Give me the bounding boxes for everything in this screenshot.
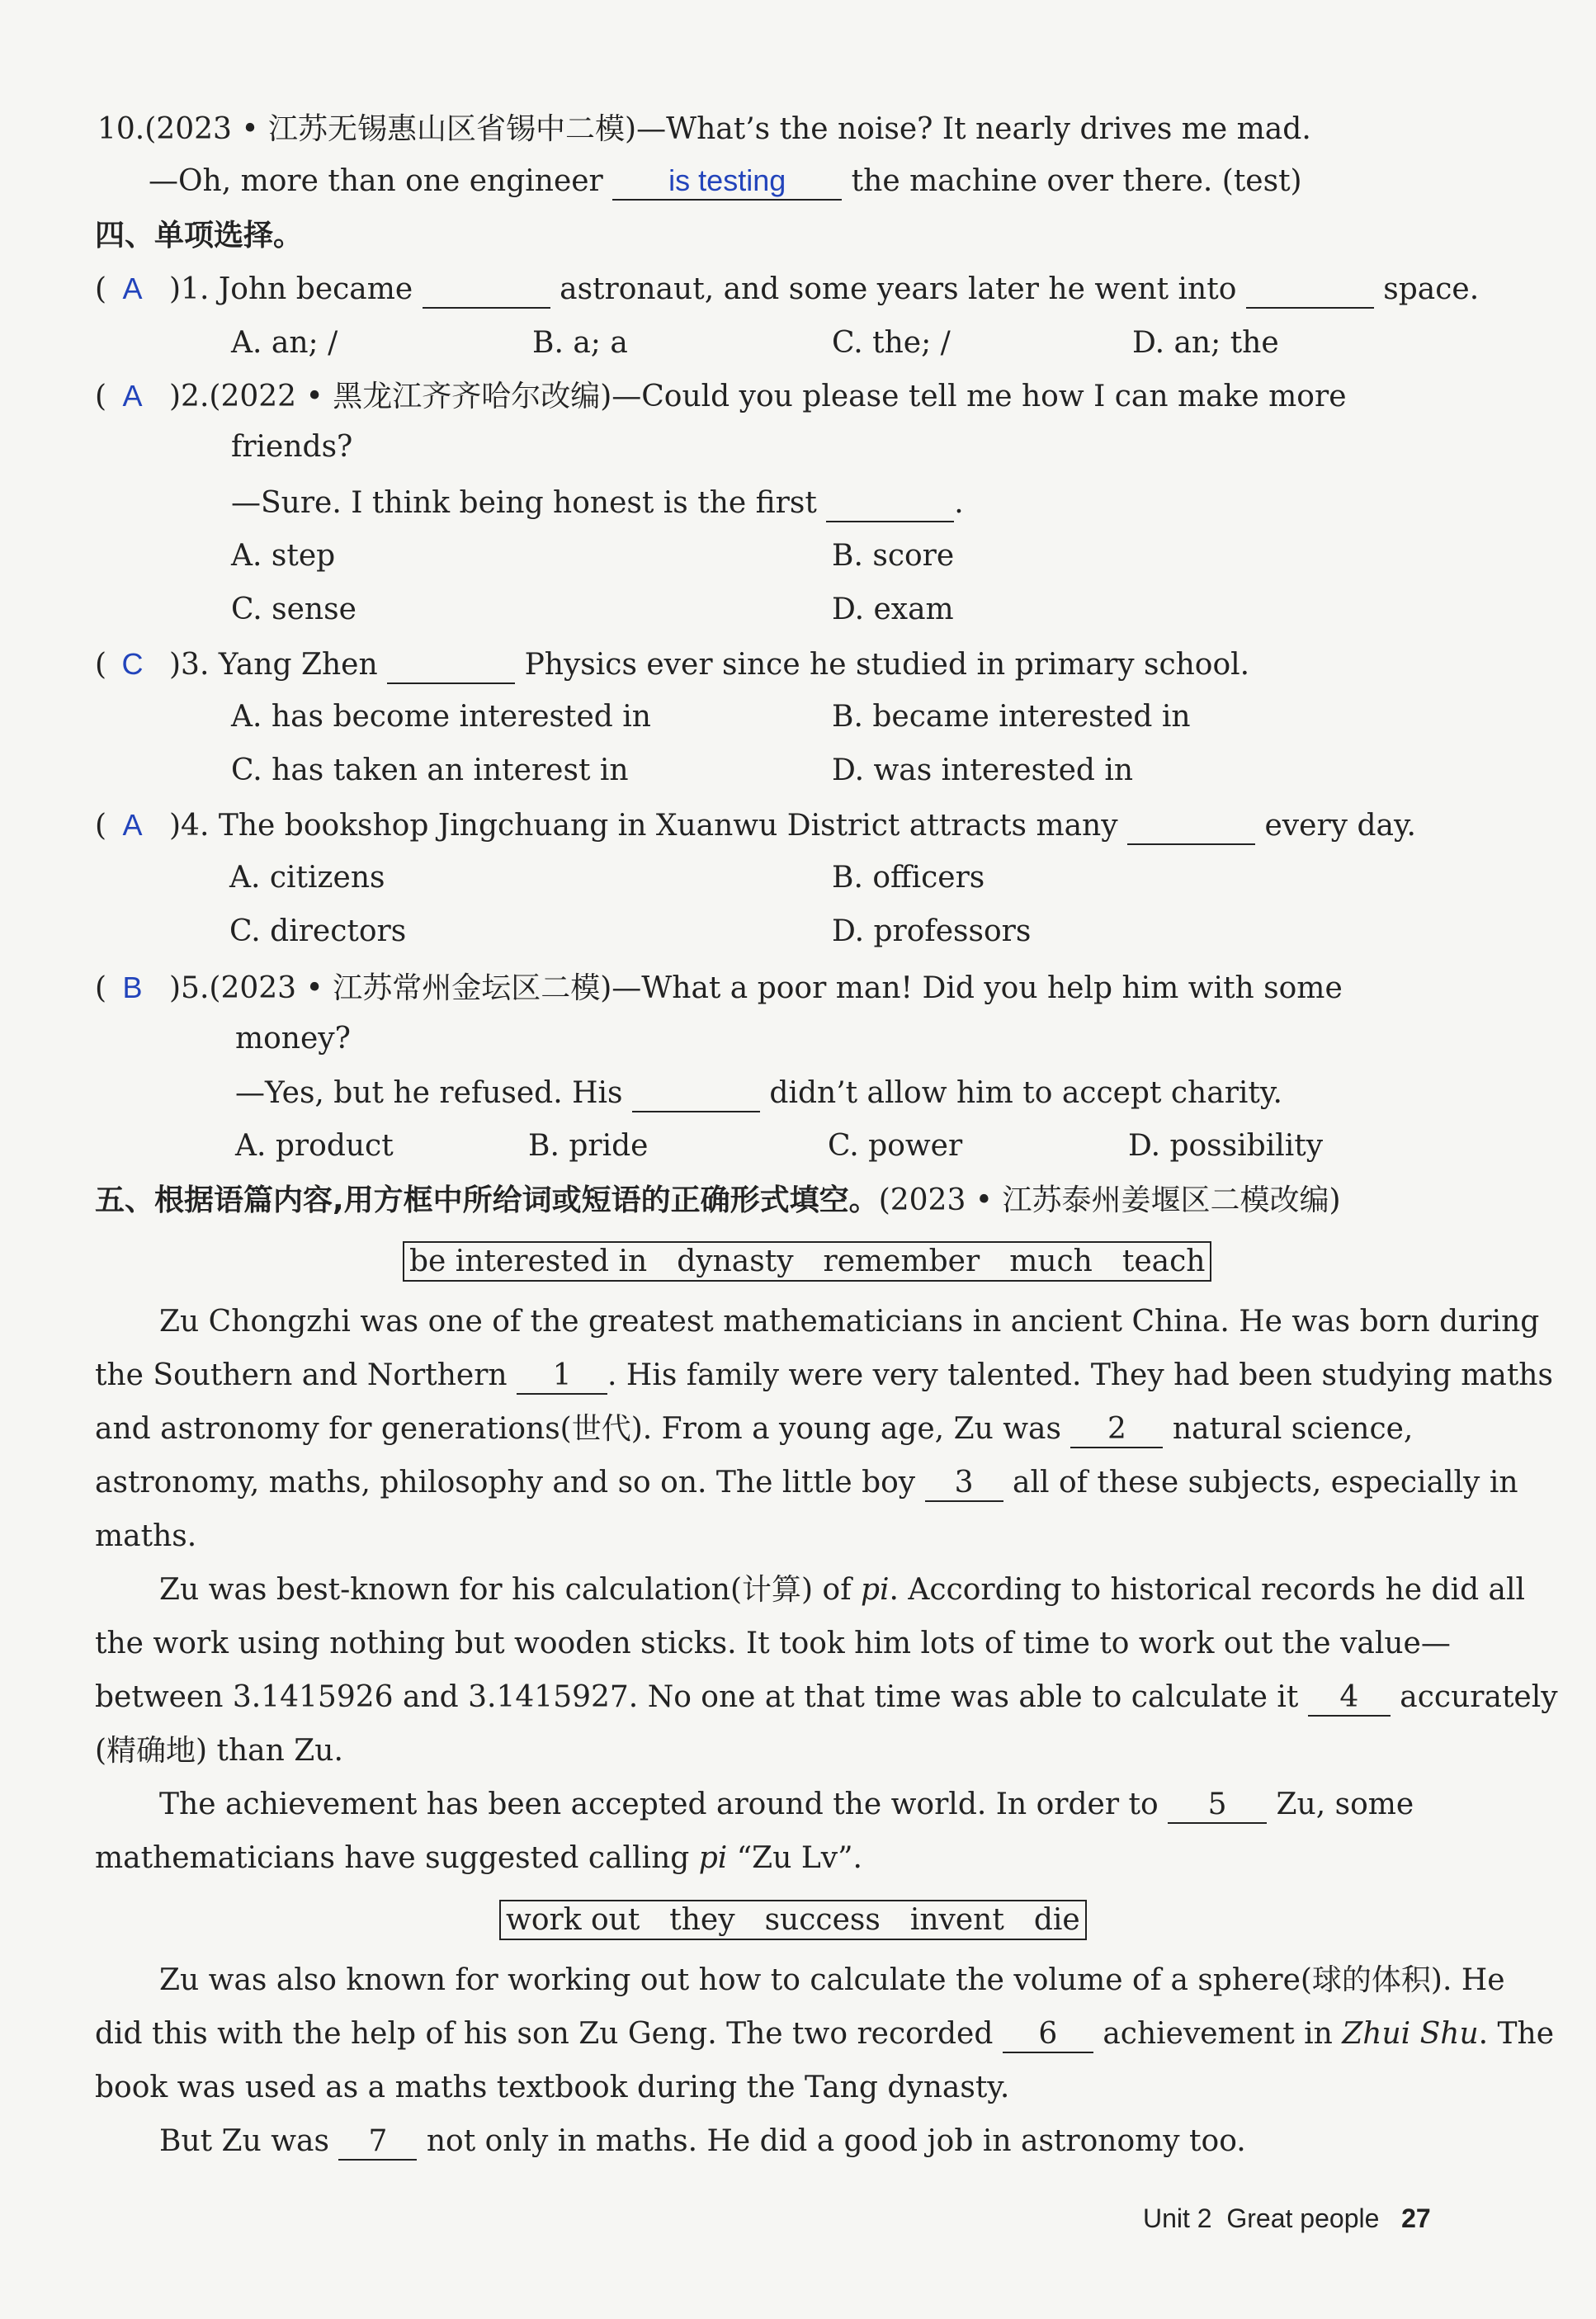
p4-line2 — [95, 2016, 1554, 2053]
section5-source: (2023 • 江苏泰州姜堰区二模改编) — [878, 1183, 1341, 1217]
p3-line1 — [159, 1787, 1414, 1824]
p2-line3 — [95, 1679, 1558, 1717]
q1-blank1 — [423, 272, 550, 309]
q5-blank — [632, 1075, 760, 1112]
p5-line1 — [159, 2123, 1246, 2161]
p1-line2-a: the Southern and Northern — [95, 1358, 508, 1392]
blank-4: 4 — [1308, 1679, 1391, 1717]
section4-title: 四、单项选择。 — [95, 219, 304, 253]
q10-text1: —What’s the noise? It nearly drives me mad. — [636, 112, 1311, 146]
q3-blank — [387, 647, 515, 684]
p3-line1-b: Zu, some — [1276, 1788, 1414, 1821]
blank-5: 5 — [1168, 1787, 1267, 1824]
q5-stem — [95, 970, 1343, 1006]
q1-blank2 — [1246, 272, 1374, 309]
word-box-1 — [403, 1241, 1211, 1282]
q1-paren: ( A — [95, 271, 169, 307]
q10-prefix: 10.(2023 • 江苏无锡惠山区省锡中二模) — [97, 112, 637, 146]
q4-option-b: B. officers — [832, 861, 985, 895]
word-box-1-item: much — [1009, 1245, 1093, 1278]
q4-answer: A — [122, 808, 143, 842]
p2-line3-a: between 3.1415926 and 3.1415927. No one at that time was able to calculate it — [95, 1680, 1299, 1714]
word-box-1-item: be interested in — [409, 1245, 648, 1278]
p3-pi: pi — [698, 1841, 728, 1875]
q5-option-d: D. possibility — [1128, 1129, 1324, 1163]
p3-line2 — [95, 1840, 862, 1876]
q1-text-b: astronaut, and some years later he went into — [560, 272, 1237, 306]
q4-option-c: C. directors — [229, 914, 407, 948]
section5-heading — [95, 1183, 1341, 1218]
p4-book-title: Zhui Shu — [1342, 2017, 1479, 2051]
word-box-2 — [499, 1900, 1087, 1940]
q10-line2 — [149, 163, 1302, 201]
p3-line2-b: “Zu Lv”. — [736, 1841, 862, 1875]
q3-answer: C — [121, 647, 144, 681]
p1-line1: Zu Chongzhi was one of the greatest mathematicians in ancient China. He was born during — [159, 1305, 1540, 1339]
q4-option-a: A. citizens — [229, 861, 385, 895]
p2-line3-b: accurately — [1400, 1680, 1558, 1714]
page-footer — [1143, 2203, 1431, 2234]
word-box-1-item: remember — [823, 1245, 980, 1278]
q5-num: )5. — [169, 971, 210, 1005]
word-box-2-item: die — [1033, 1903, 1080, 1937]
p2-line1 — [159, 1572, 1525, 1608]
q5-paren: ( B — [95, 970, 169, 1006]
q3-stem — [95, 646, 1249, 684]
q5-text2-post: didn’t allow him to accept charity. — [769, 1076, 1282, 1110]
q2-text2-post: . — [954, 486, 964, 520]
p1-line4-a: astronomy, maths, philosophy and so on. The little boy — [95, 1466, 916, 1500]
word-box-2-item: they — [669, 1903, 735, 1937]
q4-stem — [95, 807, 1416, 845]
page-number: 27 — [1401, 2203, 1431, 2233]
q1-stem — [95, 271, 1479, 309]
q2-option-a: A. step — [231, 539, 336, 573]
q2-text2-pre: —Sure. I think being honest is the first — [231, 486, 817, 520]
word-box-2-item: success — [764, 1903, 881, 1937]
q2-blank — [826, 485, 954, 522]
q10-blank — [612, 163, 842, 201]
p2-line2: the work using nothing but wooden sticks. It took him lots of time to work out the value— — [95, 1627, 1451, 1660]
p4-line2-b: achievement in — [1103, 2017, 1333, 2051]
p4-line3: book was used as a maths textbook during the Tang dynasty. — [95, 2071, 1010, 2104]
q4-text-b: every day. — [1264, 809, 1416, 843]
q5-text1: —What a poor man! Did you help him with some — [611, 971, 1343, 1005]
p4-line1: Zu was also known for working out how to calculate the volume of a sphere(球的体积). He — [159, 1963, 1505, 1997]
p2-line4: (精确地) than Zu. — [95, 1734, 343, 1768]
q5-prefix: (2023 • 江苏常州金坛区二模) — [209, 971, 612, 1005]
p3-line2-a: mathematicians have suggested calling — [95, 1841, 690, 1875]
q3-paren: ( C — [95, 646, 169, 682]
p1-line5: maths. — [95, 1519, 197, 1553]
q1-option-b: B. a; a — [532, 326, 628, 360]
q1-answer: A — [122, 272, 143, 305]
blank-1: 1 — [517, 1358, 607, 1395]
section5-title: 五、根据语篇内容,用方框中所给词或短语的正确形式填空。 — [95, 1183, 879, 1217]
q1-text-c: space. — [1383, 272, 1480, 306]
q1-option-d: D. an; the — [1132, 326, 1279, 360]
q10-text2-post: the machine over there. (test) — [851, 164, 1302, 198]
footer-title: Great people — [1226, 2203, 1380, 2233]
footer-unit: Unit 2 — [1143, 2203, 1212, 2233]
q2-option-c: C. sense — [231, 593, 357, 626]
q3-text-b: Physics ever since he studied in primary school. — [524, 648, 1250, 682]
q3-option-b: B. became interested in — [832, 700, 1191, 734]
p1-line4 — [95, 1465, 1518, 1502]
q4-option-d: D. professors — [832, 914, 1032, 948]
p4-line2-c: . The — [1478, 2017, 1555, 2051]
word-box-1-item: teach — [1121, 1245, 1206, 1278]
q10-line1 — [97, 111, 1311, 147]
p4-line2-a: did this with the help of his son Zu Geng. The two recorded — [95, 2017, 994, 2051]
p2-pi: pi — [860, 1573, 890, 1607]
word-box-2-item: invent — [909, 1903, 1004, 1937]
p3-line1-a: The achievement has been accepted around the world. In order to — [159, 1788, 1159, 1821]
q3-option-c: C. has taken an interest in — [231, 753, 629, 787]
q5-line2 — [235, 1075, 1282, 1112]
q2-option-d: D. exam — [832, 593, 954, 626]
q1-num: )1. — [169, 272, 210, 306]
q3-text-a: Yang Zhen — [218, 648, 378, 682]
word-box-2-item: work out — [506, 1903, 640, 1937]
blank-7: 7 — [338, 2123, 417, 2161]
q5-option-b: B. pride — [528, 1129, 649, 1163]
p1-line3-a: and astronomy for generations(世代). From a young age, Zu was — [95, 1412, 1061, 1446]
p1-line2-b: . His family were very talented. They had been studying maths — [607, 1358, 1553, 1392]
q5-text2-pre: —Yes, but he refused. His — [235, 1076, 623, 1110]
q4-blank — [1127, 808, 1255, 845]
q2-answer: A — [122, 379, 143, 413]
p5-line1-a: But Zu was — [159, 2124, 329, 2158]
q1-option-a: A. an; / — [231, 326, 338, 360]
q4-num: )4. — [169, 809, 210, 843]
q2-text1b: friends? — [231, 430, 353, 464]
q2-text1: —Could you please tell me how I can make more — [611, 380, 1347, 413]
q2-prefix: (2022 • 黑龙江齐齐哈尔改编) — [209, 380, 612, 413]
q10-text2-pre: —Oh, more than one engineer — [149, 164, 603, 198]
p2-line1-b: . According to historical records he did all — [889, 1573, 1526, 1607]
q4-paren: ( A — [95, 807, 169, 843]
q3-num: )3. — [169, 648, 210, 682]
q10-answer: is testing — [668, 163, 786, 197]
blank-6: 6 — [1003, 2016, 1093, 2053]
p1-line2 — [95, 1358, 1553, 1395]
q2-num: )2. — [169, 380, 210, 413]
q1-option-c: C. the; / — [832, 326, 951, 360]
q3-option-a: A. has become interested in — [231, 700, 651, 734]
p1-line3-b: natural science, — [1172, 1412, 1414, 1446]
q2-paren: ( A — [95, 378, 169, 414]
q2-line2 — [231, 485, 964, 522]
q5-option-a: A. product — [235, 1129, 394, 1163]
word-box-1-item: dynasty — [677, 1245, 794, 1278]
blank-3: 3 — [925, 1465, 1003, 1502]
p1-line4-b: all of these subjects, especially in — [1013, 1466, 1518, 1500]
q2-stem — [95, 378, 1347, 414]
q5-answer: B — [122, 971, 143, 1004]
p1-line3 — [95, 1411, 1413, 1448]
p2-line1-a: Zu was best-known for his calculation(计算) of — [159, 1573, 852, 1607]
q5-text1b: money? — [235, 1022, 351, 1056]
p5-line1-b: not only in maths. He did a good job in astronomy too. — [426, 2124, 1246, 2158]
q4-text-a: The bookshop Jingchuang in Xuanwu District attracts many — [218, 809, 1118, 843]
q2-option-b: B. score — [832, 539, 955, 573]
blank-2: 2 — [1070, 1411, 1163, 1448]
q1-text-a: John became — [218, 272, 413, 306]
q3-option-d: D. was interested in — [832, 753, 1134, 787]
q5-option-c: C. power — [828, 1129, 963, 1163]
